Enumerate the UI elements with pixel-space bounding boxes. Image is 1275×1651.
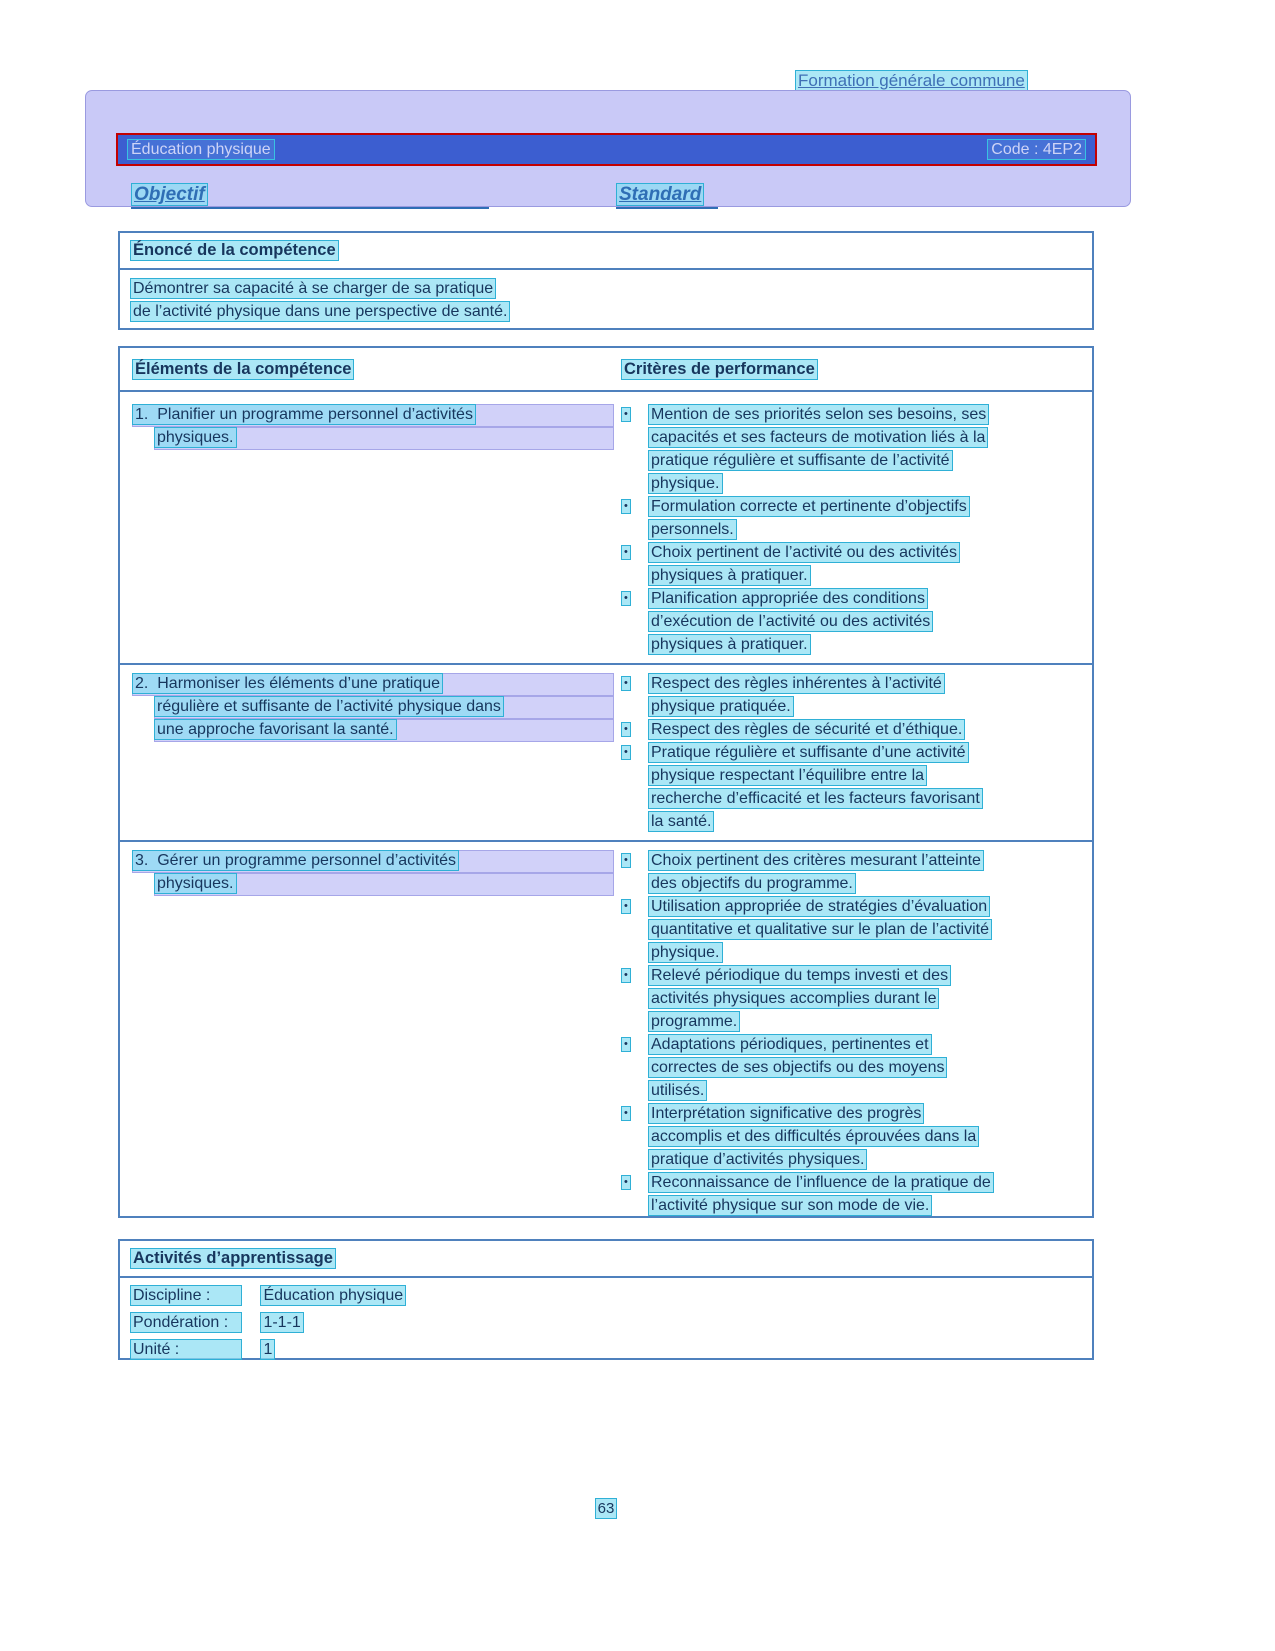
bullet-icon xyxy=(621,1172,648,1193)
criteria-line xyxy=(621,588,1084,611)
bullet-icon xyxy=(621,742,648,763)
criteria-line xyxy=(621,919,1084,942)
page-number-text: 63 xyxy=(595,1498,618,1519)
criteria-line xyxy=(621,942,1084,965)
table-header-row xyxy=(120,348,1092,392)
criteria-text: Formulation correcte et pertinente d’objectifs xyxy=(648,496,970,517)
bullet-icon xyxy=(621,896,648,917)
criteria-line xyxy=(621,1149,1084,1172)
enonce-body xyxy=(120,270,1092,324)
element-line xyxy=(132,850,614,873)
unite-row xyxy=(130,1339,1082,1366)
bullet-icon xyxy=(621,588,648,609)
criteria-line xyxy=(621,1103,1084,1126)
ponderation-value: 1-1-1 xyxy=(260,1312,303,1333)
criteria-line xyxy=(621,765,1084,788)
criteria-line xyxy=(621,519,1084,542)
enonce-title: Énoncé de la compétence xyxy=(130,240,339,261)
element-line xyxy=(132,673,614,696)
ponderation-row xyxy=(130,1312,1082,1339)
bullet-icon xyxy=(621,1103,648,1124)
activites-section xyxy=(118,1239,1094,1360)
criteria-line xyxy=(621,1195,1084,1218)
element-line xyxy=(154,873,614,896)
criteria-line xyxy=(621,634,1084,657)
activites-body xyxy=(120,1278,1092,1366)
bullet-glyph: • xyxy=(621,676,631,691)
criteria-line xyxy=(621,965,1084,988)
course-title: Éducation physique xyxy=(127,139,275,160)
criteria-text: utilisés. xyxy=(648,1080,707,1101)
criteres-header-cell xyxy=(617,359,1092,380)
criteria-text: physique. xyxy=(648,942,723,963)
element-text: 1. Planifier un programme personnel d’activités xyxy=(132,404,476,425)
criteria-cell xyxy=(617,842,1092,1218)
unite-label: Unité : xyxy=(130,1339,242,1360)
running-header xyxy=(795,70,1028,91)
objectif-column-heading xyxy=(131,183,489,209)
criteria-text: pratique d’activités physiques. xyxy=(648,1149,867,1170)
criteria-text: la santé. xyxy=(648,811,714,832)
criteria-text: Interprétation significative des progrès xyxy=(648,1103,924,1124)
criteria-line xyxy=(621,719,1084,742)
bullet-glyph: • xyxy=(621,722,631,737)
criteria-text: physiques à pratiquer. xyxy=(648,634,811,655)
element-line xyxy=(154,427,614,450)
element-cell xyxy=(120,392,617,663)
bullet-icon xyxy=(621,496,648,517)
criteria-text: d’exécution de l’activité ou des activités xyxy=(648,611,933,632)
criteria-line xyxy=(621,1034,1084,1057)
element-text: 2. Harmoniser les éléments d’une pratique xyxy=(132,673,443,694)
criteria-text: physique respectant l’équilibre entre la xyxy=(648,765,927,786)
competence-table xyxy=(118,346,1094,1218)
element-cell xyxy=(120,842,617,1218)
unite-value: 1 xyxy=(260,1339,275,1360)
table-row xyxy=(120,663,1092,840)
criteria-line xyxy=(621,850,1084,873)
criteria-line xyxy=(621,788,1084,811)
criteria-text: Choix pertinent des critères mesurant l’atteinte xyxy=(648,850,984,871)
criteria-line xyxy=(621,565,1084,588)
element-text: 3. Gérer un programme personnel d’activités xyxy=(132,850,459,871)
bullet-glyph: • xyxy=(621,407,631,422)
enonce-title-row xyxy=(120,233,1092,270)
bullet-glyph: • xyxy=(621,899,631,914)
enonce-line: de l’activité physique dans une perspective de santé. xyxy=(130,301,510,322)
criteria-line xyxy=(621,742,1084,765)
bullet-glyph: • xyxy=(621,745,631,760)
criteria-line xyxy=(621,473,1084,496)
criteres-header: Critères de performance xyxy=(621,359,818,380)
criteria-text: Pratique régulière et suffisante d’une activité xyxy=(648,742,969,763)
criteria-line xyxy=(621,542,1084,565)
criteria-line xyxy=(621,988,1084,1011)
text-line xyxy=(130,278,1082,301)
bullet-icon xyxy=(621,673,648,694)
criteria-text: programme. xyxy=(648,1011,740,1032)
discipline-label: Discipline : xyxy=(130,1285,242,1306)
element-text: une approche favorisant la santé. xyxy=(154,719,397,740)
bullet-glyph: • xyxy=(621,545,631,560)
discipline-row xyxy=(130,1285,1082,1312)
element-line xyxy=(154,719,614,742)
bullet-glyph: • xyxy=(621,591,631,606)
bullet-glyph: • xyxy=(621,968,631,983)
title-banner-panel xyxy=(85,90,1131,207)
criteria-text: recherche d’efficacité et les facteurs favorisant xyxy=(648,788,983,809)
activites-title-row xyxy=(120,1241,1092,1278)
criteria-text: Relevé périodique du temps investi et des xyxy=(648,965,951,986)
bullet-glyph: • xyxy=(621,499,631,514)
criteria-text: des objectifs du programme. xyxy=(648,873,856,894)
elements-header: Éléments de la compétence xyxy=(132,359,354,380)
element-cell xyxy=(120,665,617,840)
criteria-text: Utilisation appropriée de stratégies d’évaluation xyxy=(648,896,990,917)
standard-label: Standard xyxy=(616,183,704,206)
criteria-text: personnels. xyxy=(648,519,737,540)
criteria-line xyxy=(621,1080,1084,1103)
criteria-line xyxy=(621,896,1084,919)
criteria-text: quantitative et qualitative sur le plan de l’activité xyxy=(648,919,992,940)
criteria-text: l’activité physique sur son mode de vie. xyxy=(648,1195,932,1216)
criteria-cell xyxy=(617,392,1092,663)
criteria-text: pratique régulière et suffisante de l’activité xyxy=(648,450,953,471)
table-row xyxy=(120,392,1092,663)
criteria-line xyxy=(621,673,1084,696)
bullet-icon xyxy=(621,542,648,563)
table-row xyxy=(120,840,1092,1218)
course-banner xyxy=(116,133,1097,166)
bullet-glyph: • xyxy=(621,1175,631,1190)
course-code: Code : 4EP2 xyxy=(987,139,1086,160)
criteria-cell xyxy=(617,665,1092,840)
criteria-line xyxy=(621,696,1084,719)
criteria-line xyxy=(621,404,1084,427)
element-text: régulière et suffisante de l’activité physique dans xyxy=(154,696,504,717)
elements-header-cell xyxy=(120,359,617,380)
ponderation-label: Pondération : xyxy=(130,1312,242,1333)
criteria-text: Planification appropriée des conditions xyxy=(648,588,928,609)
element-text: physiques. xyxy=(154,873,237,894)
criteria-text: capacités et ses facteurs de motivation liés à la xyxy=(648,427,988,448)
criteria-text: physique. xyxy=(648,473,723,494)
bullet-icon xyxy=(621,1034,648,1055)
criteria-text: physiques à pratiquer. xyxy=(648,565,811,586)
criteria-text: accomplis et des difficultés éprouvées dans la xyxy=(648,1126,979,1147)
criteria-line xyxy=(621,427,1084,450)
criteria-text: Respect des règles de sécurité et d’éthique. xyxy=(648,719,965,740)
standard-column-heading xyxy=(616,183,718,209)
discipline-value: Éducation physique xyxy=(260,1285,406,1306)
bullet-glyph: • xyxy=(621,1037,631,1052)
criteria-text: Reconnaissance de l’influence de la pratique de xyxy=(648,1172,994,1193)
element-line xyxy=(154,696,614,719)
criteria-line xyxy=(621,1057,1084,1080)
enonce-line: Démontrer sa capacité à se charger de sa pratique xyxy=(130,278,496,299)
criteria-text: Adaptations périodiques, pertinentes et xyxy=(648,1034,932,1055)
activites-title: Activités d’apprentissage xyxy=(130,1248,336,1269)
page-number xyxy=(118,1498,1094,1519)
criteria-text: physique pratiquée. xyxy=(648,696,794,717)
element-text: physiques. xyxy=(154,427,237,448)
criteria-line xyxy=(621,450,1084,473)
bullet-icon xyxy=(621,404,648,425)
enonce-section xyxy=(118,231,1094,330)
bullet-icon xyxy=(621,719,648,740)
text-line xyxy=(130,301,1082,324)
criteria-line xyxy=(621,1172,1084,1195)
bullet-icon xyxy=(621,965,648,986)
running-header-text: Formation générale commune xyxy=(795,70,1028,91)
bullet-glyph: • xyxy=(621,853,631,868)
criteria-line xyxy=(621,873,1084,896)
criteria-text: correctes de ses objectifs ou des moyens xyxy=(648,1057,947,1078)
element-line xyxy=(132,404,614,427)
bullet-glyph: • xyxy=(621,1106,631,1121)
criteria-line xyxy=(621,811,1084,834)
criteria-text: activités physiques accomplies durant le xyxy=(648,988,939,1009)
criteria-line xyxy=(621,1011,1084,1034)
objectif-label: Objectif xyxy=(131,183,208,206)
criteria-line xyxy=(621,611,1084,634)
criteria-text: Respect des règles inhérentes à l’activité xyxy=(648,673,945,694)
criteria-line xyxy=(621,1126,1084,1149)
criteria-line xyxy=(621,496,1084,519)
criteria-text: Choix pertinent de l’activité ou des activités xyxy=(648,542,960,563)
bullet-icon xyxy=(621,850,648,871)
criteria-text: Mention de ses priorités selon ses besoins, ses xyxy=(648,404,989,425)
